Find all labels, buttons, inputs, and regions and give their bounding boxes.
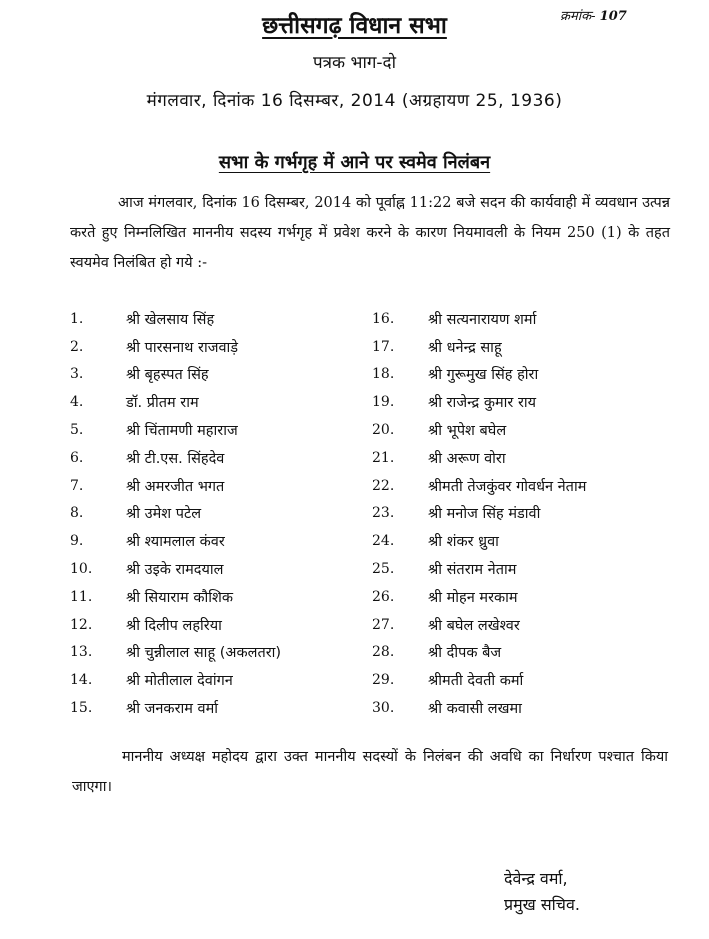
member-name: श्री श्यामलाल कंवर [126, 534, 225, 551]
serial-value: 107 [599, 9, 627, 24]
intro-paragraph: आज मंगलवार, दिनांक 16 दिसम्बर, 2014 को पूर्वाह्न 11:22 बजे सदन की कार्यवाही में व्यवधान उत्पन्न करते हुए निम्नलिखित माननीय सदस्य गर्भगृह में प्रवेश करने के कारण नियमावली के नियम 250 (1) के तहत स्वयमेव निलंबित हो गये :- [70, 195, 670, 271]
member-row [70, 472, 370, 500]
member-row [372, 361, 680, 389]
member-number: 29. [372, 672, 395, 689]
member-name: श्री दीपक बैज [428, 645, 502, 662]
member-name: श्री संतराम नेताम [428, 562, 517, 579]
member-name: श्रीमती तेजकुंवर गोवर्धन नेताम [428, 478, 587, 495]
member-name: श्री पारसनाथ राजवाड़े [126, 339, 239, 356]
member-row [372, 444, 680, 472]
member-row [372, 694, 680, 722]
member-number: 9. [70, 533, 84, 550]
signatory-designation: प्रमुख सचिव. [504, 895, 580, 914]
member-number: 15. [70, 700, 93, 717]
member-row [372, 666, 680, 694]
member-number: 19. [372, 394, 395, 411]
bulletin-part: पत्रक भाग-दो [313, 53, 396, 73]
member-number: 24. [372, 533, 395, 550]
member-name: श्री अमरजीत भगत [126, 478, 225, 495]
member-name: श्री बृहस्पत सिंह [126, 367, 209, 384]
member-row [70, 666, 370, 694]
member-number: 22. [372, 477, 395, 494]
member-name: श्री जनकराम वर्मा [126, 701, 219, 718]
signature-block [504, 866, 580, 918]
member-row [372, 639, 680, 667]
member-row [372, 527, 680, 555]
member-number: 16. [372, 310, 395, 327]
member-row [372, 416, 680, 444]
member-number: 11. [70, 588, 93, 605]
member-number: 23. [372, 505, 395, 522]
member-name: श्री उमेश पटेल [126, 506, 202, 523]
member-name: श्री कवासी लखमा [428, 701, 522, 718]
closing-paragraph: माननीय अध्यक्ष महोदय द्वारा उक्त माननीय सदस्यों के निलंबन की अवधि का निर्धारण पश्चात किया जाएगा। [72, 749, 668, 795]
member-number: 14. [70, 672, 93, 689]
member-row [70, 639, 370, 667]
member-name: श्री खेलसाय सिंह [126, 311, 215, 328]
section-heading-text: सभा के गर्भगृह में आने पर स्वमेव निलंबन [218, 152, 491, 173]
member-row [70, 305, 370, 333]
member-list [70, 305, 680, 725]
member-number: 30. [372, 700, 395, 717]
member-name: श्री धनेन्द्र साहू [428, 339, 502, 356]
member-name: श्रीमती देवती कर्मा [428, 673, 524, 690]
member-name: श्री सियाराम कौशिक [126, 589, 233, 606]
member-row [372, 388, 680, 416]
member-name: डॉ. प्रीतम राम [126, 395, 199, 412]
document-title [0, 8, 709, 40]
member-number: 8. [70, 505, 84, 522]
member-list-left [70, 305, 370, 722]
member-name: श्री राजेन्द्र कुमार राय [428, 395, 537, 412]
member-number: 4. [70, 394, 84, 411]
member-number: 1. [70, 310, 84, 327]
member-name: श्री चुन्नीलाल साहू (अकलतरा) [126, 645, 282, 662]
member-number: 7. [70, 477, 84, 494]
member-row [70, 416, 370, 444]
date-line: मंगलवार, दिनांक 16 दिसम्बर, 2014 (अग्रहायण 25, 1936) [146, 91, 563, 111]
member-name: श्री सत्यनारायण शर्मा [428, 311, 537, 328]
member-row [70, 500, 370, 528]
member-row [70, 583, 370, 611]
member-row [70, 444, 370, 472]
member-number: 18. [372, 366, 395, 383]
member-number: 21. [372, 449, 395, 466]
member-row [70, 333, 370, 361]
member-row [372, 305, 680, 333]
member-row [372, 611, 680, 639]
member-name: श्री दिलीप लहरिया [126, 617, 222, 634]
member-name: श्री गुरूमुख सिंह होरा [428, 367, 539, 384]
member-number: 6. [70, 449, 84, 466]
member-name: श्री मोतीलाल देवांगन [126, 673, 233, 690]
member-number: 28. [372, 644, 395, 661]
member-row [70, 388, 370, 416]
member-name: श्री भूपेश बघेल [428, 423, 507, 440]
member-row [372, 555, 680, 583]
member-number: 2. [70, 338, 84, 355]
member-number: 27. [372, 616, 395, 633]
serial-label: क्रमांक- [560, 9, 596, 24]
member-row [70, 555, 370, 583]
member-number: 25. [372, 561, 395, 578]
member-number: 13. [70, 644, 93, 661]
member-row [70, 611, 370, 639]
member-list-right [372, 305, 680, 722]
member-row [372, 500, 680, 528]
member-name: श्री बघेल लखेश्वर [428, 617, 520, 634]
member-name: श्री शंकर ध्रुवा [428, 534, 499, 551]
member-row [70, 527, 370, 555]
member-name: श्री मनोज सिंह मंडावी [428, 506, 541, 523]
signatory-name: देवेन्द्र वर्मा, [504, 869, 568, 888]
member-number: 5. [70, 422, 84, 439]
member-number: 12. [70, 616, 93, 633]
member-number: 3. [70, 366, 84, 383]
member-row [70, 361, 370, 389]
member-number: 26. [372, 588, 395, 605]
member-number: 10. [70, 561, 93, 578]
member-name: श्री उइके रामदयाल [126, 562, 224, 579]
member-name: श्री टी.एस. सिंहदेव [126, 450, 225, 467]
member-name: श्री मोहन मरकाम [428, 589, 518, 606]
member-number: 17. [372, 338, 395, 355]
member-name: श्री अरूण वोरा [428, 450, 506, 467]
member-number: 20. [372, 422, 395, 439]
member-row [372, 583, 680, 611]
member-row [372, 333, 680, 361]
member-row [70, 694, 370, 722]
member-row [372, 472, 680, 500]
member-name: श्री चिंतामणी महाराज [126, 423, 238, 440]
section-heading [0, 150, 709, 174]
assembly-name: छत्तीसगढ़ विधान सभा [262, 13, 447, 39]
